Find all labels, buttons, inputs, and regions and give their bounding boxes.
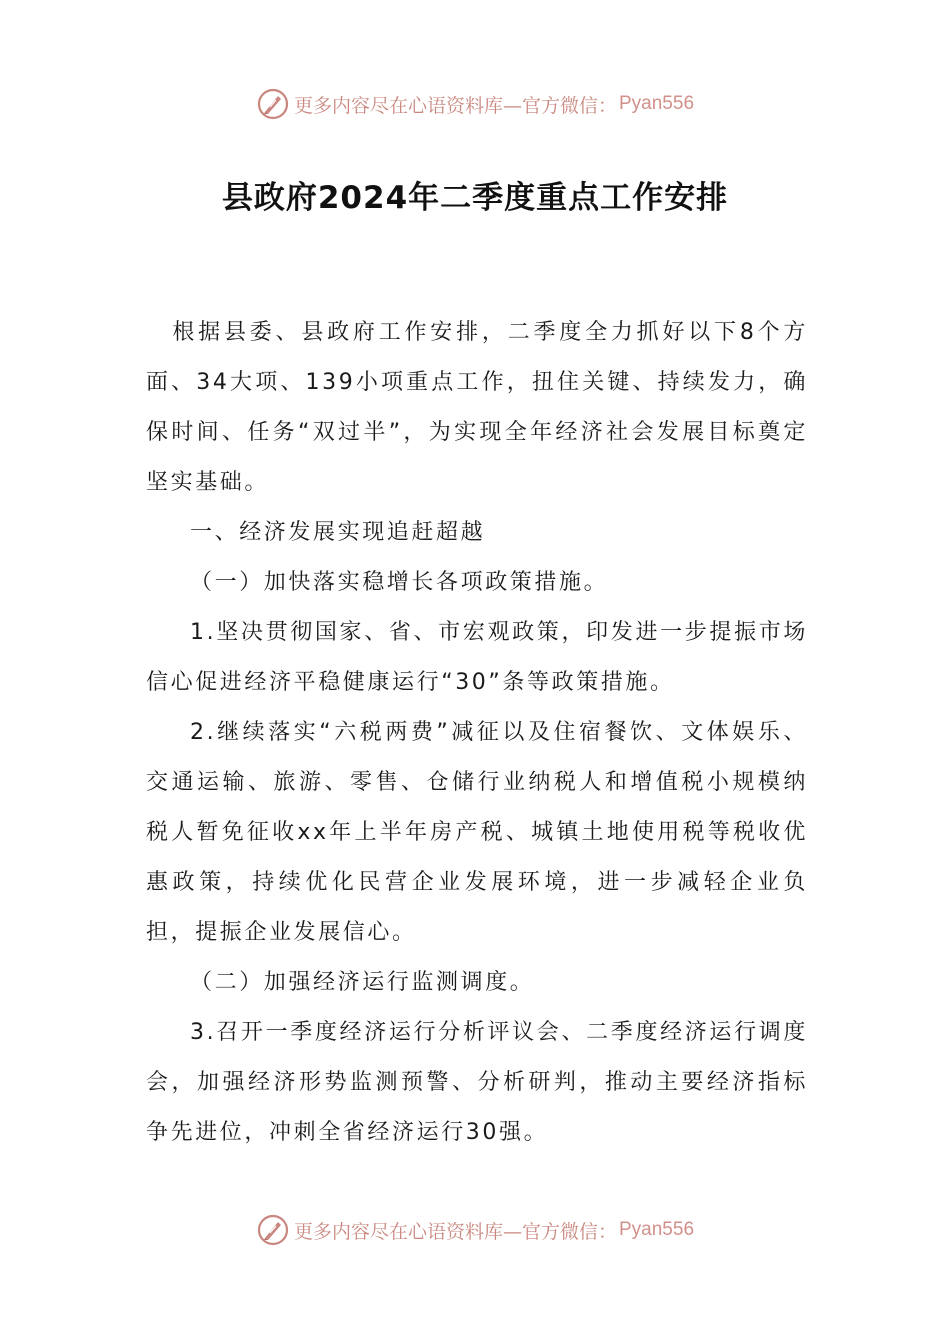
item-paragraph-3: 3.召开一季度经济运行分析评议会、二季度经济运行调度会，加强经济形势监测预警、分析研判，推动主要经济指标争先进位，冲刺全省经济运行30强。: [146, 1020, 808, 1145]
intro-paragraph: 根据县委、县政府工作安排，二季度全力抓好以下8个方面、34大项、139小项重点工作，扭住关键、持续发力，确保时间、任务“双过半”，为实现全年经济社会发展目标奠定坚实基础。: [146, 320, 808, 495]
section-heading-1: 一、经济发展实现追赶超越: [190, 520, 486, 545]
subsection-heading-1: （一）加快落实稳增长各项政策措施。: [190, 570, 609, 595]
quill-pen-logo-icon: [256, 1213, 290, 1247]
watermark-header: [0, 82, 950, 126]
watermark-text: 更多内容尽在心语资料库—官方微信：: [293, 94, 617, 117]
watermark-footer: [0, 1208, 950, 1252]
watermark-handle: Pyan556: [619, 1219, 695, 1240]
item-paragraph-2: 2.继续落实“六税两费”减征以及住宿餐饮、文体娱乐、交通运输、旅游、零售、仓储行业纳税人和增值税小规模纳税人暂免征收xx年上半年房产税、城镇土地使用税等税收优惠政策，持续优化民营企业发展环境，进一步减轻企业负担，提振企业发展信心。: [146, 720, 808, 945]
document-body: [146, 308, 808, 1158]
document-title: 县政府2024年二季度重点工作安排: [221, 180, 729, 216]
watermark-handle: Pyan556: [619, 93, 695, 114]
subsection-heading-2: （二）加强经济运行监测调度。: [190, 970, 535, 995]
quill-pen-logo-icon: [256, 87, 290, 121]
item-paragraph-1: 1.坚决贯彻国家、省、市宏观政策，印发进一步提振市场信心促进经济平稳健康运行“30”条等政策措施。: [146, 620, 808, 695]
watermark-text: 更多内容尽在心语资料库—官方微信：: [293, 1220, 617, 1243]
